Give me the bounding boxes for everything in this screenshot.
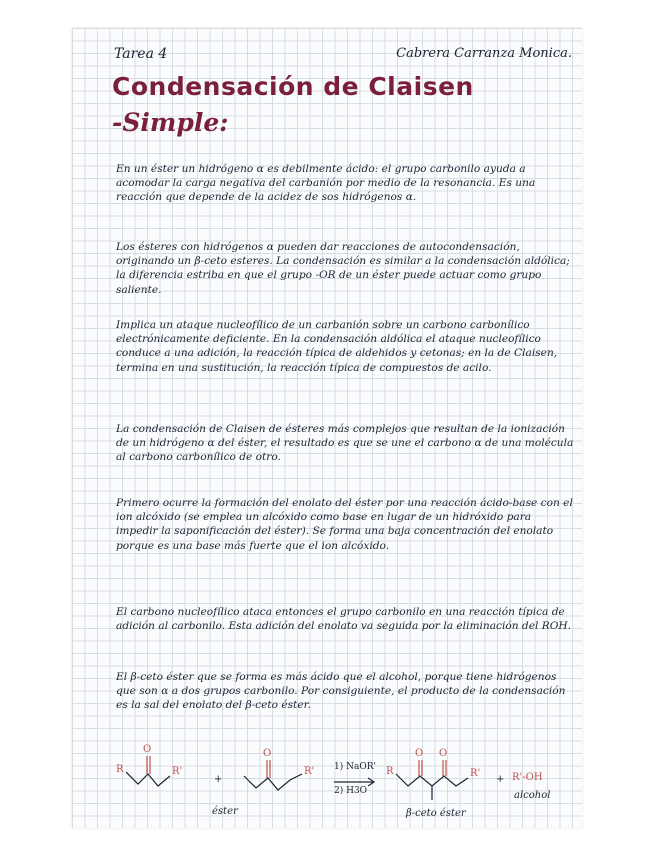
ester1-r-label: R bbox=[116, 764, 124, 775]
label-ester: éster bbox=[212, 806, 238, 817]
paragraph-7: El β-ceto éster que se forma es más ácido que el alcohol, porque tiene hidrógenos que son α a dos grupos carbonilo. Por consiguiente, el producto de la condensación es la sal del enolato del β-ceto éster. bbox=[116, 671, 566, 712]
paragraph-6: El carbono nucleofílico ataca entonces el grupo carbonilo en una reacción típica de adición al carbonilo. Esta adición del enolato va seguida por la eliminación del ROH. bbox=[116, 606, 571, 633]
product-r-label: R bbox=[386, 766, 394, 777]
ester2-r-prime-label: R' bbox=[304, 766, 315, 777]
plus-sign-2: + bbox=[496, 774, 505, 785]
ester1-oxygen-label: O bbox=[143, 744, 152, 755]
reagent-1: 1) NaOR' bbox=[334, 762, 376, 772]
page-subtitle: -Simple: bbox=[112, 108, 229, 137]
paragraph-3: Implica un ataque nucleofílico de un carbanión sobre un carbono carbonílico electrónicamente deficiente. En la condensación aldólica el ataque nucleofílico conduce a una adición, la reacción típica de aldehidos y cetonas; en la de Claisen, termina en una sustitución, la reacción típica de compuestos de acilo. bbox=[116, 319, 558, 374]
ester1-r-prime-label: R' bbox=[172, 766, 183, 777]
assignment-label: Tarea 4 bbox=[114, 46, 168, 62]
ester1-skeleton bbox=[126, 772, 170, 786]
byproduct-label: R'-OH bbox=[512, 772, 543, 783]
paragraph-2: Los ésteres con hidrógenos α pueden dar reacciones de autocondensación, originando un β-ceto esteres. La condensación es similar a la condensación aldólica; la diferencia estriba en que el grupo -OR de un éster puede actuar como grupo saliente. bbox=[116, 241, 570, 296]
plus-sign: + bbox=[214, 774, 223, 785]
label-alcohol: alcohol bbox=[514, 790, 551, 801]
product-oxygen-label-2: O bbox=[439, 748, 448, 759]
ester2-oxygen-label: O bbox=[263, 748, 272, 759]
label-product: β-ceto éster bbox=[406, 808, 466, 819]
notebook-page bbox=[72, 28, 582, 828]
author-name: Cabrera Carranza Monica. bbox=[396, 46, 572, 61]
reagent-2: 2) H3O bbox=[334, 786, 368, 796]
paragraph-1: En un éster un hidrógeno α es debilmente ácido: el grupo carbonilo ayuda a acomodar la carga negativa del carbanión por medio de la resonancia. Es una reacción que depende de la acidez de sos hidrógenos α. bbox=[116, 163, 536, 204]
ester2-skeleton bbox=[244, 774, 302, 790]
product-r-prime-label: R' bbox=[470, 768, 481, 779]
paragraph-4: La condensación de Claisen de ésteres más complejos que resultan de la ionización de un hidrógeno α del éster, el resultado es que se une el carbono α de una molécula al carbono carbonílico de otro. bbox=[116, 423, 574, 464]
product-oxygen-label-1: O bbox=[415, 748, 424, 759]
product-skeleton bbox=[396, 774, 468, 786]
reaction-scheme bbox=[112, 744, 582, 828]
paragraph-5: Primero ocurre la formación del enolato del éster por una reacción ácido-base con el ion alcóxido (se emplea un alcóxido como base en lugar de un hidróxido para impedir la saponificación del éster). Se forma una baja concentración del enolato porque es una base más fuerte que el ion alcóxido. bbox=[116, 497, 573, 552]
page-title: Condensación de Claisen bbox=[112, 72, 474, 101]
